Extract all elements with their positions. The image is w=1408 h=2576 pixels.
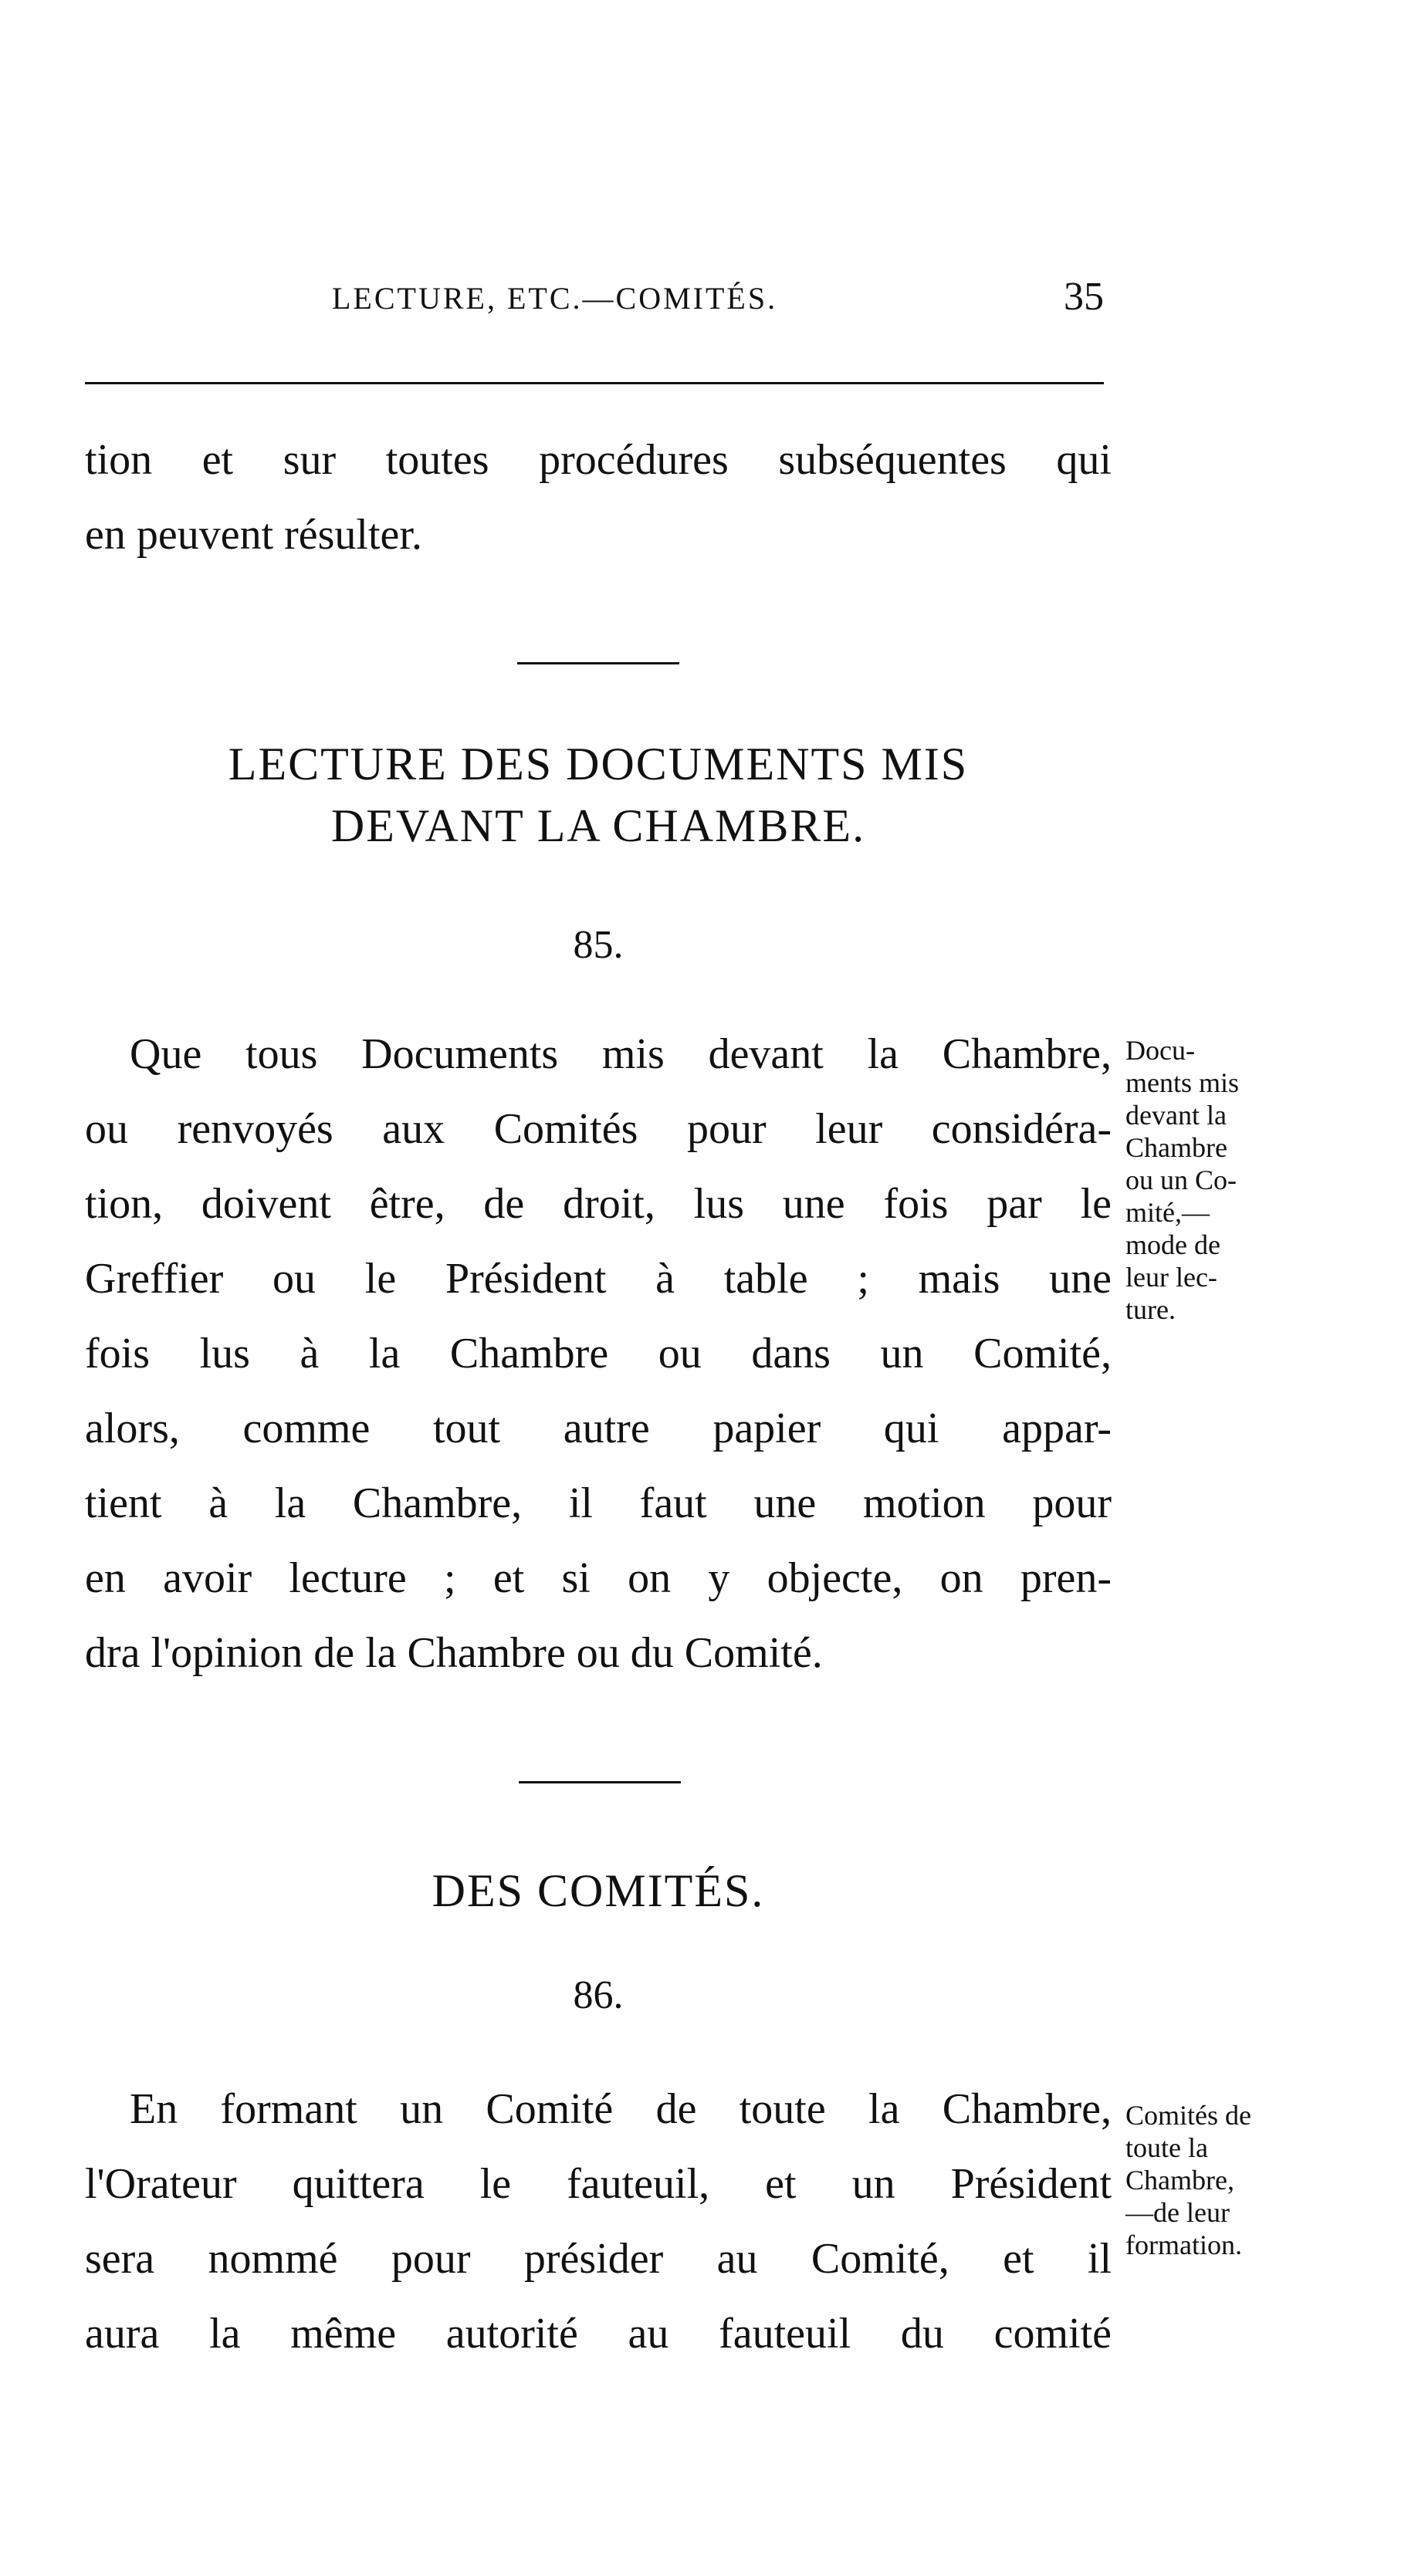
text-line: tion et sur toutes procédures subséquentes qui (85, 436, 1112, 484)
section-heading (85, 733, 1112, 857)
running-head (85, 274, 1104, 328)
text-line: tion, doivent être, de droit, lus une fois par le (85, 1180, 1112, 1228)
marginal-line: Comités de (1125, 2100, 1251, 2131)
marginal-line: —de leur (1125, 2197, 1230, 2228)
text-line: fois lus à la Chambre ou dans un Comité, (85, 1330, 1112, 1378)
marginal-line: formation. (1125, 2229, 1242, 2260)
marginal-line: ou un Co- (1125, 1165, 1237, 1195)
text-line: Greffier ou le Président à table ; mais une (85, 1255, 1112, 1303)
section-heading: DES COMITÉS. (432, 1865, 765, 1916)
page-number: 35 (1064, 275, 1104, 319)
text-line: l'Orateur quittera le fauteuil, et un Président (85, 2160, 1112, 2208)
text-line: Que tous Documents mis devant la Chambre, (130, 1030, 1112, 1078)
text-line: alors, comme tout autre papier qui appar- (85, 1405, 1112, 1452)
section-divider (517, 662, 679, 664)
marginal-line: devant la (1125, 1100, 1227, 1131)
text-line: en avoir lecture ; et si on y objecte, on pren- (85, 1554, 1112, 1602)
text-line: aura la même autorité au fauteuil du comité (85, 2310, 1112, 2358)
paragraph-86 (85, 2072, 1112, 2371)
section-number: 85. (573, 923, 624, 967)
marginal-line: ments mis (1125, 1067, 1240, 1098)
text-line: sera nommé pour présider au Comité, et il (85, 2235, 1112, 2283)
marginal-line: toute la (1125, 2132, 1208, 2163)
continuation-paragraph (85, 423, 1112, 573)
marginal-note (1125, 1034, 1357, 1326)
marginal-line: mode de (1125, 1229, 1220, 1260)
section-divider (519, 1781, 681, 1783)
text-line: En formant un Comité de toute la Chambre, (130, 2085, 1112, 2133)
header-rule (85, 382, 1104, 384)
paragraph-85 (85, 1017, 1112, 1691)
marginal-line: leur lec- (1125, 1262, 1217, 1293)
marginal-line: mité,— (1125, 1197, 1210, 1228)
marginal-line: Docu- (1125, 1035, 1195, 1066)
text-line: tient à la Chambre, il faut une motion pour (85, 1479, 1112, 1527)
heading-line: LECTURE DES DOCUMENTS MIS (228, 739, 969, 789)
text-line: en peuvent résulter. (85, 511, 422, 559)
marginal-line: Chambre (1125, 1132, 1227, 1163)
heading-line: DEVANT LA CHAMBRE. (330, 800, 866, 851)
marginal-note (1125, 2099, 1357, 2261)
marginal-line: Chambre, (1125, 2165, 1234, 2196)
marginal-line: ture. (1125, 1294, 1176, 1325)
text-line: ou renvoyés aux Comités pour leur considéra- (85, 1105, 1112, 1153)
section-number: 86. (573, 1973, 624, 2017)
running-title: LECTURE, ETC.—COMITÉS. (332, 281, 778, 316)
text-line: dra l'opinion de la Chambre ou du Comité. (85, 1629, 823, 1677)
